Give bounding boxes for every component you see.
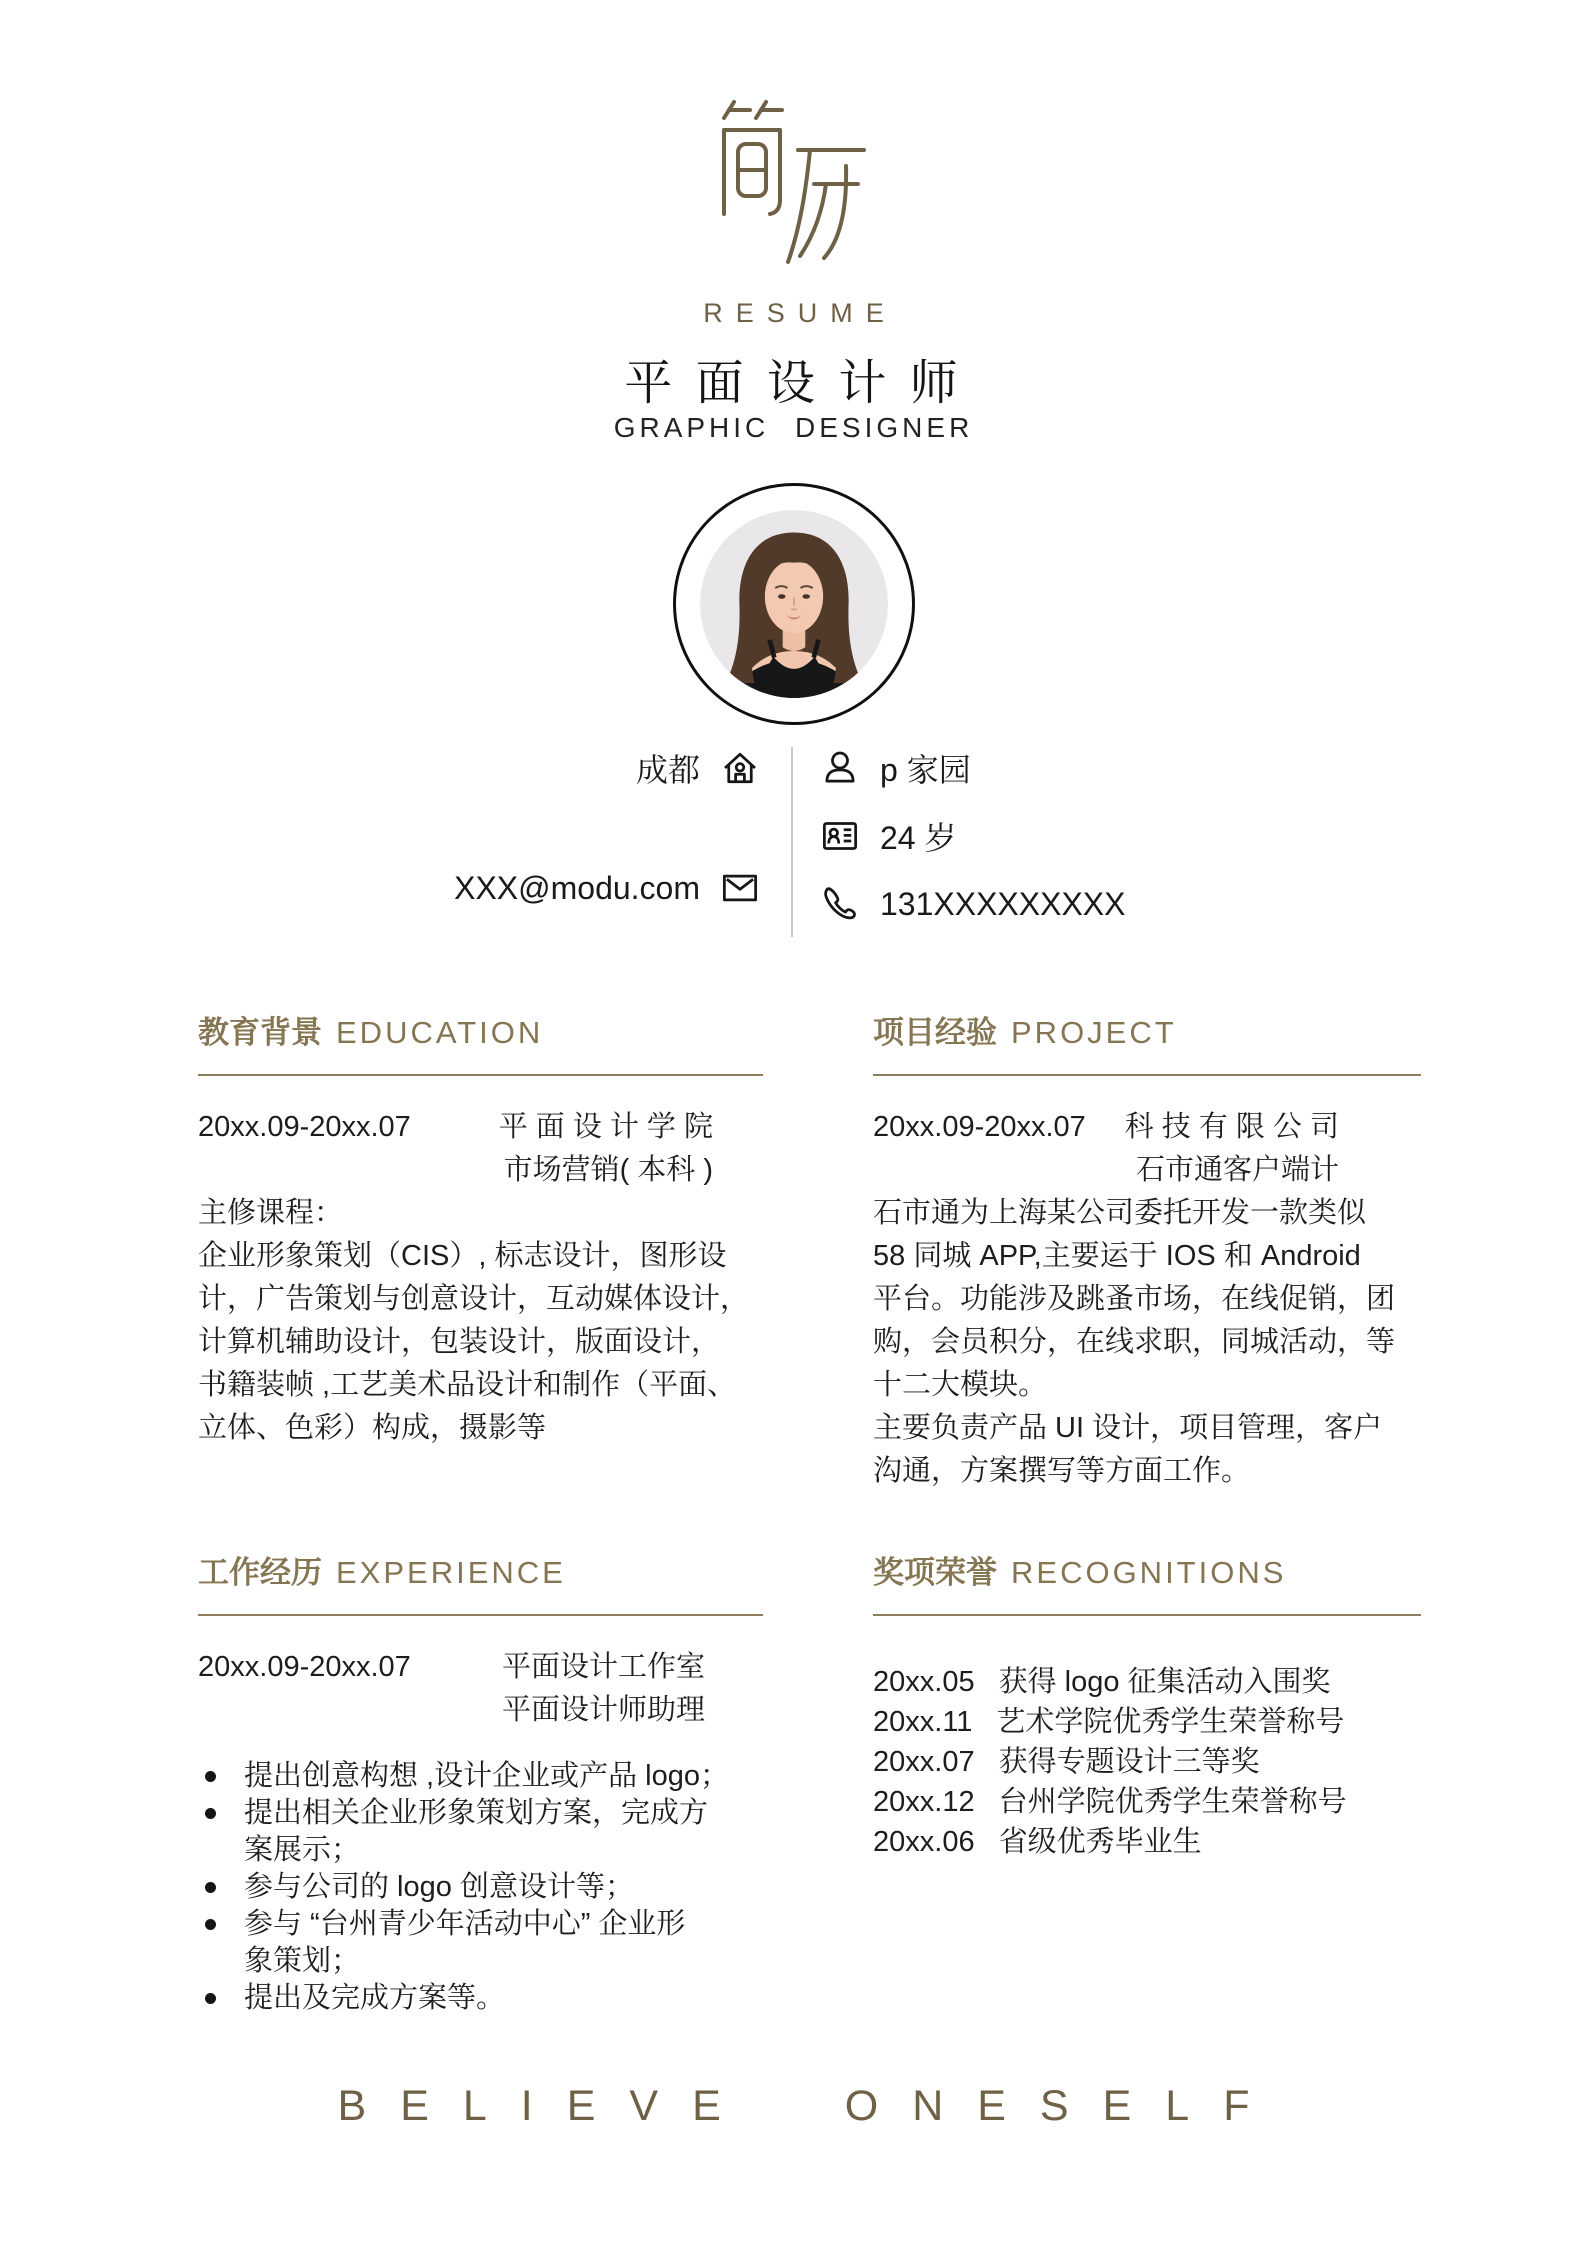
project-company: 科 技 有 限 公 司 bbox=[1124, 1111, 1339, 1143]
recognitions-heading bbox=[873, 1554, 1421, 1616]
experience-heading-en: EXPERIENCE bbox=[336, 1555, 566, 1590]
mail-icon bbox=[720, 868, 760, 908]
user-icon bbox=[820, 748, 860, 788]
award-date: 20xx.12 bbox=[873, 1786, 975, 1818]
project-line: 购，会员积分，在线求职，同城活动，等 bbox=[873, 1326, 1396, 1358]
experience-role: 平面设计师助理 bbox=[501, 1694, 705, 1726]
contact-city-row bbox=[454, 745, 760, 791]
bullet-line: 提出相关企业形象策划方案，完成方 bbox=[244, 1797, 709, 1829]
project-line: 石市通为上海某公司委托开发一款类似 bbox=[873, 1197, 1367, 1229]
contact-right-column bbox=[820, 745, 1125, 927]
project-line: 沟通，方案撰写等方面工作。 bbox=[873, 1455, 1251, 1487]
job-title-cn: 平 面 设 计 师 bbox=[624, 357, 963, 410]
section-recognitions bbox=[873, 1554, 1421, 1862]
project-line: 平台。功能涉及跳蚤市场，在线促销，团 bbox=[873, 1283, 1396, 1315]
award-row bbox=[873, 1822, 1421, 1862]
contact-email: XXX@modu.com bbox=[454, 869, 700, 906]
education-line: 书籍装帧 ,工艺美术品设计和制作（平面、 bbox=[198, 1369, 737, 1401]
education-major: 市场营销( 本科 ) bbox=[503, 1154, 713, 1186]
section-experience bbox=[198, 1554, 763, 2017]
contact-left-column bbox=[454, 745, 760, 911]
home-icon bbox=[720, 748, 760, 788]
award-date: 20xx.06 bbox=[873, 1826, 975, 1858]
idcard-icon bbox=[820, 816, 860, 856]
bullet-line: 提出及完成方案等。 bbox=[244, 1982, 506, 2014]
bullet-icon bbox=[205, 1919, 216, 1930]
phone-icon bbox=[820, 884, 860, 924]
bullet-line: 提出创意构想 ,设计企业或产品 logo； bbox=[244, 1760, 730, 1792]
experience-company: 平面设计工作室 bbox=[501, 1651, 705, 1683]
logo-resume-text: RESUME bbox=[703, 298, 897, 328]
project-heading bbox=[873, 1014, 1421, 1076]
award-date: 20xx.07 bbox=[873, 1746, 975, 1778]
bullet-line: 参与 “台州青少年活动中心” 企业形 bbox=[244, 1908, 686, 1940]
recognitions-heading-cn: 奖项荣誉 bbox=[873, 1555, 997, 1590]
education-line: 企业形象策划（CIS）, 标志设计，图形设 bbox=[198, 1240, 727, 1272]
contact-name: p 家园 bbox=[880, 752, 971, 788]
profile-photo bbox=[700, 510, 888, 698]
education-school: 平 面 设 计 学 院 bbox=[498, 1111, 713, 1143]
award-row bbox=[873, 1702, 1421, 1742]
bullet-icon bbox=[205, 1993, 216, 2004]
award-date: 20xx.11 bbox=[873, 1706, 973, 1738]
award-text: 获得专题设计三等奖 bbox=[998, 1746, 1260, 1778]
experience-period: 20xx.09-20xx.07 bbox=[198, 1651, 411, 1683]
contact-phone-row bbox=[820, 881, 1125, 927]
experience-heading bbox=[198, 1554, 763, 1616]
project-heading-cn: 项目经验 bbox=[873, 1015, 997, 1050]
bullet-line: 案展示； bbox=[244, 1834, 361, 1866]
list-item bbox=[205, 1758, 763, 1795]
experience-entry bbox=[198, 1646, 763, 1732]
contact-block bbox=[0, 745, 1587, 945]
motto: BELIEVE ONESELF bbox=[337, 2082, 1284, 2130]
project-role: 石市通客户端计 bbox=[1135, 1154, 1339, 1186]
project-description bbox=[873, 1192, 1421, 1493]
award-row bbox=[873, 1662, 1421, 1702]
bullet-line: 参与公司的 logo 创意设计等； bbox=[244, 1871, 634, 1903]
awards-list bbox=[873, 1662, 1421, 1862]
award-row bbox=[873, 1782, 1421, 1822]
education-period: 20xx.09-20xx.07 bbox=[198, 1111, 411, 1143]
education-entry bbox=[198, 1106, 763, 1192]
bullet-icon bbox=[205, 1882, 216, 1893]
section-education bbox=[198, 1014, 763, 1450]
contact-phone: 131XXXXXXXXX bbox=[880, 885, 1126, 922]
section-project bbox=[873, 1014, 1421, 1493]
experience-bullet-list bbox=[198, 1758, 763, 2017]
experience-heading-cn: 工作经历 bbox=[198, 1555, 322, 1590]
education-line: 主修课程： bbox=[198, 1197, 344, 1229]
bullet-line: 象策划； bbox=[244, 1945, 361, 1977]
bullet-icon bbox=[205, 1771, 216, 1782]
contact-divider bbox=[791, 747, 793, 937]
project-line: 58 同城 APP,主要运于 IOS 和 Android bbox=[873, 1240, 1361, 1272]
award-date: 20xx.05 bbox=[873, 1666, 975, 1698]
education-description bbox=[198, 1192, 763, 1450]
profile-photo-ring bbox=[673, 483, 915, 725]
list-item bbox=[205, 1980, 763, 2017]
project-line: 十二大模块。 bbox=[873, 1369, 1048, 1401]
resume-logo-cn-icon bbox=[714, 86, 874, 276]
education-heading-en: EDUCATION bbox=[336, 1015, 544, 1050]
award-text: 省级优秀毕业生 bbox=[998, 1826, 1202, 1858]
education-heading-cn: 教育背景 bbox=[198, 1015, 322, 1050]
education-heading bbox=[198, 1014, 763, 1076]
award-text: 获得 logo 征集活动入围奖 bbox=[998, 1666, 1331, 1698]
contact-age: 24 岁 bbox=[880, 820, 957, 856]
project-entry bbox=[873, 1106, 1421, 1192]
logo-block bbox=[0, 86, 1587, 329]
award-text: 台州学院优秀学生荣誉称号 bbox=[998, 1786, 1347, 1818]
list-item bbox=[205, 1906, 763, 1980]
project-line: 主要负责产品 UI 设计，项目管理，客户 bbox=[873, 1412, 1383, 1444]
project-period: 20xx.09-20xx.07 bbox=[873, 1111, 1086, 1143]
award-row bbox=[873, 1742, 1421, 1782]
education-line: 计，广告策划与创意设计，互动媒体设计， bbox=[198, 1283, 750, 1315]
job-title-en: GRAPHIC DESIGNER bbox=[613, 412, 974, 443]
education-line: 计算机辅助设计，包装设计，版面设计， bbox=[198, 1326, 721, 1358]
project-heading-en: PROJECT bbox=[1011, 1015, 1177, 1050]
education-line: 立体、色彩）构成，摄影等 bbox=[198, 1412, 547, 1444]
avatar bbox=[700, 510, 888, 698]
contact-city: 成都 bbox=[635, 752, 700, 788]
recognitions-heading-en: RECOGNITIONS bbox=[1011, 1555, 1287, 1590]
list-item bbox=[205, 1869, 763, 1906]
bullet-icon bbox=[205, 1808, 216, 1819]
award-text: 艺术学院优秀学生荣誉称号 bbox=[996, 1706, 1345, 1738]
contact-name-row bbox=[820, 745, 1125, 791]
contact-age-row bbox=[820, 813, 1125, 859]
contact-email-row bbox=[454, 865, 760, 911]
list-item bbox=[205, 1795, 763, 1869]
